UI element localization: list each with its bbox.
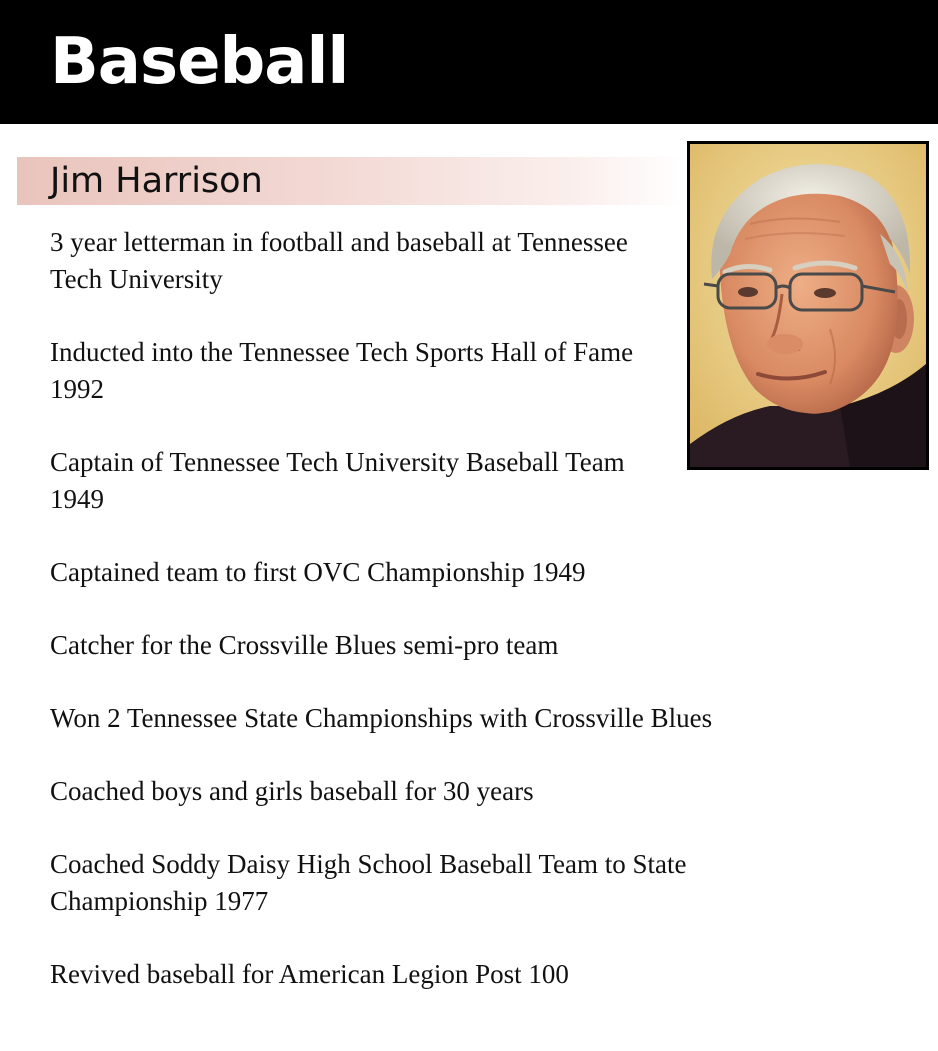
header-bar <box>0 0 938 124</box>
fact-item: Captained team to first OVC Championship 1949 <box>50 557 586 587</box>
facts-list <box>50 224 820 1029</box>
fact-item: Coached Soddy Daisy High School Baseball Team to State Championship 1977 <box>50 849 687 916</box>
fact-item: Revived baseball for American Legion Post 100 <box>50 959 569 989</box>
fact-item: Won 2 Tennessee State Championships with Crossville Blues <box>50 703 713 733</box>
fact-item: Inducted into the Tennessee Tech Sports Hall of Fame 1992 <box>50 337 634 404</box>
fact-item: Captain of Tennessee Tech University Baseball Team 1949 <box>50 447 625 514</box>
fact-item: Catcher for the Crossville Blues semi-pro team <box>50 630 559 660</box>
fact-item: 3 year letterman in football and baseball at Tennessee Tech University <box>50 227 628 294</box>
page-title: Baseball <box>50 25 349 99</box>
fact-item: Coached boys and girls baseball for 30 years <box>50 776 534 806</box>
person-name: Jim Harrison <box>50 161 263 201</box>
